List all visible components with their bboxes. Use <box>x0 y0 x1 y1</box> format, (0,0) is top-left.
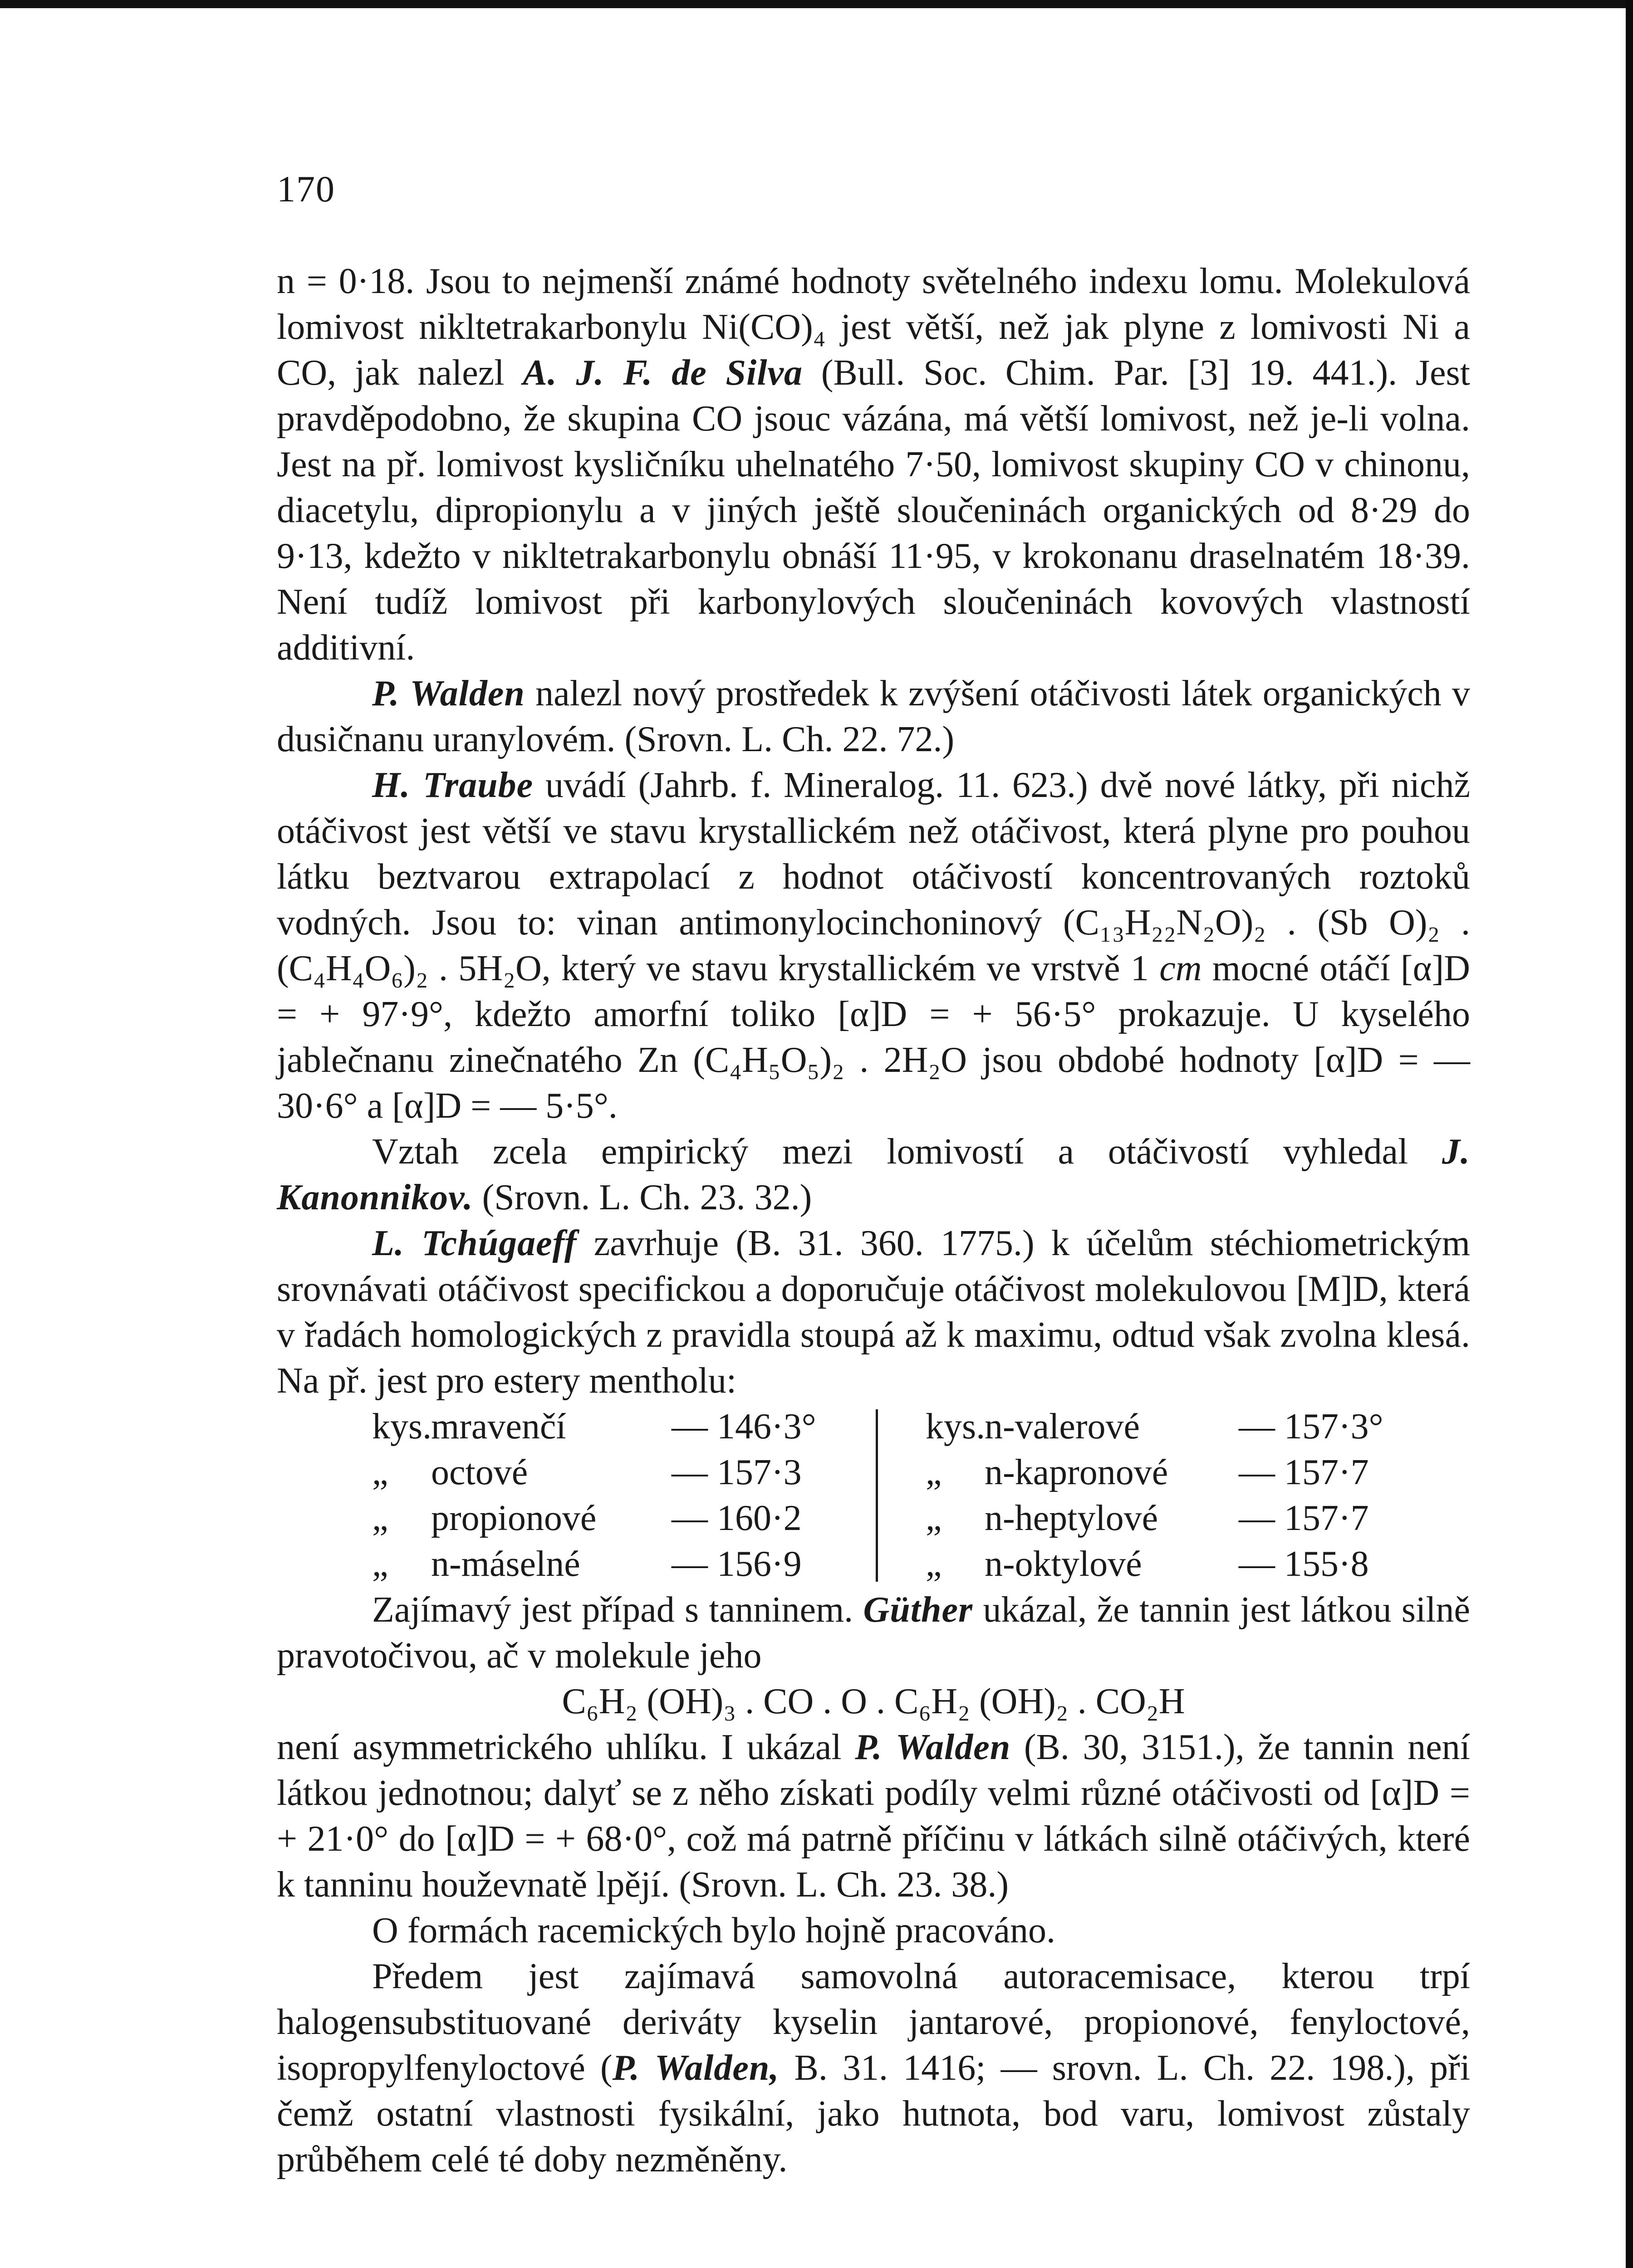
ester-value: — 146·3° <box>672 1407 816 1447</box>
esters-right-column <box>926 1404 1383 1587</box>
ester-label: „ <box>926 1452 942 1492</box>
scan-right-border <box>1626 0 1633 2268</box>
ester-value: — 157·7 <box>1239 1498 1369 1538</box>
menthol-esters-table <box>372 1404 1470 1587</box>
table-row <box>926 1541 1375 1587</box>
tannin-formula: C₆H₂ (OH)₃ . CO . O . C₆H₂ (OH)₂ . CO₂H <box>562 1681 1185 1721</box>
paragraph-walden-uranyl <box>277 671 1470 763</box>
tannin-text-d: (B. 30, 3151.), že tannin není látkou jednotnou; dalyť se z něho získati podíly velmi různé otáčivosti od [α]D = + 21·0° do [α]D = + 68·0°, což má patrně příčinu v látkách silně otáčivých, které k tanninu houževnatě lpějí. (Srovn. L. Ch. 23. 38.) <box>277 1727 1471 1905</box>
ester-label: kys. <box>926 1407 986 1447</box>
table-row <box>372 1404 816 1450</box>
page-number: 170 <box>277 168 335 210</box>
ester-value: — 156·9 <box>672 1544 802 1584</box>
unit-cm: cm <box>1159 948 1202 988</box>
author-walden-racemic: P. Walden, <box>612 2048 780 2088</box>
table-divider <box>876 1409 878 1582</box>
ester-name: octové <box>431 1452 528 1492</box>
walden-uranyl-text: nalezl nový prostředek k zvýšení otáčivosti látek organických v dusičnanu uranylovém. (Srovn. L. Ch. 22. 72.) <box>277 674 1471 759</box>
author-walden-tannin: P. Walden <box>855 1727 1011 1767</box>
author-kanonnikov: J. Kanonnikov. <box>277 1132 1470 1217</box>
table-row <box>372 1496 808 1541</box>
autoracemisation-text-b: B. 31. 1416; — srovn. L. Ch. 22. 198.), při čemž ostatní vlastnosti fysikální, jako hutnota, bod varu, lomivost zůstaly průběhem celé té doby nezměněny. <box>277 2048 1471 2180</box>
paragraph-tchugaeff <box>277 1221 1470 1404</box>
traube-text-c: mocné otáčí [α]D = + 97·9°, kdežto amorfní toliko [α]D = + 56·5° prokazuje. U kyselého jablečnanu zinečnatého Zn (C₄H₅O₅)₂ . 2H₂O jsou obdobé hodnoty [α]D = — 30·6° a [α]D = — 5·5°. <box>277 948 1471 1126</box>
ester-name: propionové <box>431 1498 597 1538</box>
paragraph-kanonnikov <box>277 1129 1470 1221</box>
author-guther: Güther <box>863 1590 973 1630</box>
table-row <box>372 1541 808 1587</box>
tannin-text-a: Zajímavý jest případ s tanninem. <box>372 1590 853 1630</box>
page-body <box>277 259 1470 2183</box>
ester-label: „ <box>372 1452 388 1492</box>
table-row <box>926 1404 1383 1450</box>
paragraph-racemic: O formách racemických bylo hojně pracováno. <box>372 1911 1056 1950</box>
ester-label: „ <box>926 1544 942 1584</box>
ester-value: — 157·7 <box>1239 1452 1369 1492</box>
ester-label: „ <box>926 1498 942 1538</box>
refraction-text-tail: (Bull. Soc. Chim. Par. [3] 19. 441.). Jest pravděpodobno, že skupina CO jsouc vázána, má větší lomivost, než je-li volna. Jest na př. lomivost kysličníku uhelnatého 7·50, lomivost skupiny CO v chinonu, diacetylu, dipropionylu a v jiných ještě sloučeninách organických od 8·29 do 9·13, kdežto v nikltetrakarbonylu obnáší 11·95, v krokonanu draselnatém 18·39. Není tudíž lomivost při karbonylových sloučeninách kovových vlastností additivní. <box>277 353 1471 668</box>
autoracemisation-text-a: Předem jest zajímavá samovolná autoracemisace, kterou trpí halogensubstituované deriváty kyselin jantarové, propionové, fenyloctové, isopropylfenyloctové ( <box>277 1956 1470 2088</box>
paragraph-autoracemisation <box>277 1954 1470 2183</box>
author-walden: P. Walden <box>372 674 525 714</box>
ester-name: n-valerové <box>985 1407 1140 1447</box>
ester-name: n-kapronové <box>985 1452 1168 1492</box>
paragraph-tannin-continued <box>277 1725 1470 1908</box>
traube-text-b: který ve stavu krystallickém ve vrstvě 1 <box>561 948 1149 988</box>
ester-label: „ <box>372 1544 388 1584</box>
ester-label: kys. <box>372 1407 432 1447</box>
table-row <box>926 1496 1375 1541</box>
paragraph-tannin <box>277 1587 1470 1679</box>
ester-value: — 157·3 <box>672 1452 802 1492</box>
ester-name: n-oktylové <box>985 1544 1142 1584</box>
traube-formula: (C₁₃H₂₂N₂O)₂ . (Sb O)₂ . (C₄H₄O₆)₂ . 5H₂O, <box>277 903 1471 988</box>
table-row <box>372 1450 808 1496</box>
kanonnikov-text-b: (Srovn. L. Ch. 23. 32.) <box>482 1178 812 1217</box>
tannin-text-b: ukázal, že tannin jest látkou silně pravotočivou, ač v molekule jeho <box>277 1590 1471 1676</box>
paragraph-refraction <box>277 259 1470 671</box>
ester-value: — 157·3° <box>1239 1407 1383 1447</box>
traube-text-a: uvádí (Jahrb. f. Mineralog. 11. 623.) dvě nové látky, při nichž otáčivost jest větší ve stavu krystallickém než otáčivost, která plyne pro pouhou látku beztvarou extrapolací z hodnot otáčivostí koncentrovaných roztoků vodných. Jsou to: vinan antimonylocinchoninový <box>277 765 1471 943</box>
kanonnikov-text-a: Vztah zcela empirický mezi lomivostí a otáčivostí vyhledal <box>372 1132 1408 1172</box>
table-row <box>926 1450 1375 1496</box>
refraction-text: n = 0·18. Jsou to nejmenší známé hodnoty světelného indexu lomu. Molekulová lomivost nikltetrakarbonylu Ni(CO)₄ jest větší, než jak plyne z lomivosti Ni a CO, jak nalezl <box>277 261 1470 393</box>
paragraph-traube <box>277 763 1470 1129</box>
author-de-silva: A. J. F. de Silva <box>523 353 803 393</box>
tannin-text-c: není asymmetrického uhlíku. I ukázal <box>277 1727 842 1767</box>
ester-name: n-heptylové <box>985 1498 1158 1538</box>
ester-value: — 160·2 <box>672 1498 802 1538</box>
ester-name: n-máselné <box>431 1544 580 1584</box>
ester-value: — 155·8 <box>1239 1544 1369 1584</box>
ester-name: mravenčí <box>431 1407 566 1447</box>
esters-left-column <box>372 1404 816 1587</box>
ester-label: „ <box>372 1498 388 1538</box>
tchugaeff-text: zavrhuje (B. 31. 360. 1775.) k účelům stéchiometrickým srovnávati otáčivost specifickou a doporučuje otáčivost molekulovou [M]D, která v řadách homologických z pravidla stoupá až k maximu, odtud však zvolna klesá. Na př. jest pro estery mentholu: <box>277 1223 1470 1401</box>
author-tchugaeff: L. Tchúgaeff <box>372 1223 577 1263</box>
author-traube: H. Traube <box>372 765 534 805</box>
scan-top-border <box>0 0 1633 8</box>
